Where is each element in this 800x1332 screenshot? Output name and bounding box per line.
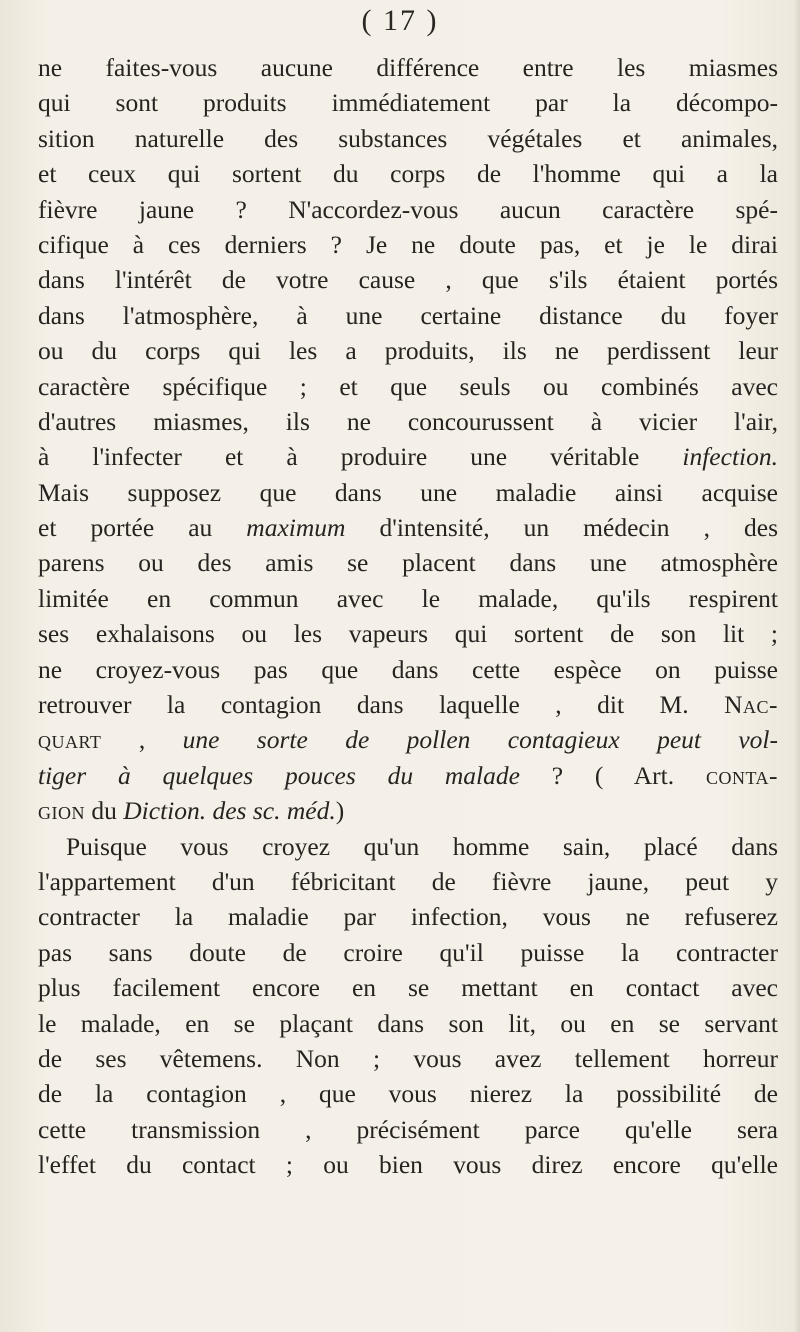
text-segment: limitée en commun avec le malade, qu'ils respirent xyxy=(38,583,778,613)
text-segment: et portée au xyxy=(38,513,247,543)
text-segment: Puisque vous croyez qu'un homme sain, placé dans xyxy=(66,831,778,861)
text-segment: parens ou des amis se placent dans une atmosphère xyxy=(38,548,778,578)
text-segment: ? ( Art. xyxy=(519,760,706,790)
text-line xyxy=(38,439,778,474)
text-line xyxy=(38,829,778,864)
text-line xyxy=(38,1147,778,1182)
page-edge-shadow xyxy=(794,0,800,1332)
text-line xyxy=(38,899,778,934)
text-line xyxy=(38,333,778,368)
text-segment: ne croyez-vous pas que dans cette espèce on puisse xyxy=(38,654,778,684)
text-line xyxy=(38,581,778,616)
text-segment: plus facilement encore en se mettant en contact avec xyxy=(38,973,778,1003)
text-segment: et ceux qui sortent du corps de l'homme qui a la xyxy=(38,159,778,189)
text-line xyxy=(38,1041,778,1076)
text-line xyxy=(38,758,778,793)
text-segment: qui sont produits immédiatement par la décompo- xyxy=(38,88,778,118)
text-line xyxy=(38,1006,778,1041)
text-segment: fièvre jaune ? N'accordez-vous aucun caractère spé- xyxy=(38,194,778,224)
text-segment: ne faites-vous aucune différence entre les miasmes xyxy=(38,53,778,82)
text-segment: l'effet du contact ; ou bien vous direz encore qu'elle xyxy=(38,1150,778,1180)
text-line xyxy=(38,652,778,687)
text-segment: cifique à ces derniers ? Je ne doute pas, et je le dirai xyxy=(38,229,778,259)
small-caps-text: quart xyxy=(38,725,102,755)
italic-text: tiger à quelques pouces du malade xyxy=(38,760,520,790)
text-segment: pas sans doute de croire qu'il puisse la contracter xyxy=(38,937,778,967)
text-line xyxy=(38,1076,778,1111)
text-segment: dans l'intérêt de votre cause , que s'ils étaient portés xyxy=(38,265,778,295)
text-line xyxy=(38,404,778,439)
text-line xyxy=(38,227,778,262)
text-line xyxy=(38,156,778,191)
text-segment: le malade, en se plaçant dans son lit, ou en se servant xyxy=(38,1008,778,1038)
italic-text: une sorte de pollen contagieux peut vol- xyxy=(182,725,778,755)
text-segment: l'appartement d'un fébricitant de fièvre jaune, peut y xyxy=(38,866,778,896)
small-caps-text: conta- xyxy=(705,760,778,790)
text-line xyxy=(38,369,778,404)
page-number: ( 17 ) xyxy=(361,4,439,37)
text-line xyxy=(38,722,778,757)
text-line xyxy=(38,616,778,651)
text-line xyxy=(38,85,778,120)
text-line xyxy=(38,935,778,970)
text-segment: d'intensité, un médecin , des xyxy=(345,513,778,543)
text-segment: ou du corps qui les a produits, ils ne perdissent leur xyxy=(38,336,778,366)
text-line xyxy=(38,545,778,580)
text-line xyxy=(38,298,778,333)
italic-text: infection. xyxy=(682,442,778,472)
text-line xyxy=(38,475,778,510)
small-caps-text: gion xyxy=(38,796,85,826)
text-segment: dans l'atmosphère, à une certaine distance du foyer xyxy=(38,300,778,330)
text-line xyxy=(38,50,778,85)
text-segment: de la contagion , que vous nierez la possibilité de xyxy=(38,1079,778,1109)
text-line xyxy=(38,970,778,1005)
text-segment: Mais supposez que dans une maladie ainsi acquise xyxy=(38,477,778,507)
text-segment: d'autres miasmes, ils ne concourussent à vicier l'air, xyxy=(38,406,778,436)
text-segment: retrouver la contagion dans laquelle , dit M. xyxy=(38,690,725,720)
text-segment: cette transmission , précisément parce qu'elle sera xyxy=(38,1114,778,1144)
italic-text: maximum xyxy=(246,513,346,543)
body-text xyxy=(38,50,778,1183)
text-line xyxy=(38,1112,778,1147)
text-line xyxy=(38,262,778,297)
text-line xyxy=(38,121,778,156)
text-line xyxy=(38,192,778,227)
text-line xyxy=(38,864,778,899)
text-segment: de ses vêtemens. Non ; vous avez tellement horreur xyxy=(38,1043,778,1073)
italic-text: Diction. des sc. méd. xyxy=(123,796,336,826)
text-line xyxy=(38,687,778,722)
text-segment: à l'infecter et à produire une véritable xyxy=(38,442,683,472)
text-segment: contracter la maladie par infection, vous ne refuserez xyxy=(38,902,778,932)
small-caps-text: Nac- xyxy=(724,690,778,720)
text-line xyxy=(38,793,778,828)
text-segment: ) xyxy=(335,796,345,826)
text-segment: du xyxy=(85,796,124,826)
text-segment: , xyxy=(101,725,183,755)
text-segment: sition naturelle des substances végétales et animales, xyxy=(38,123,778,153)
text-line xyxy=(38,510,778,545)
text-segment: caractère spécifique ; et que seuls ou combinés avec xyxy=(38,371,778,401)
text-segment: ses exhalaisons ou les vapeurs qui sortent de son lit ; xyxy=(38,619,778,649)
